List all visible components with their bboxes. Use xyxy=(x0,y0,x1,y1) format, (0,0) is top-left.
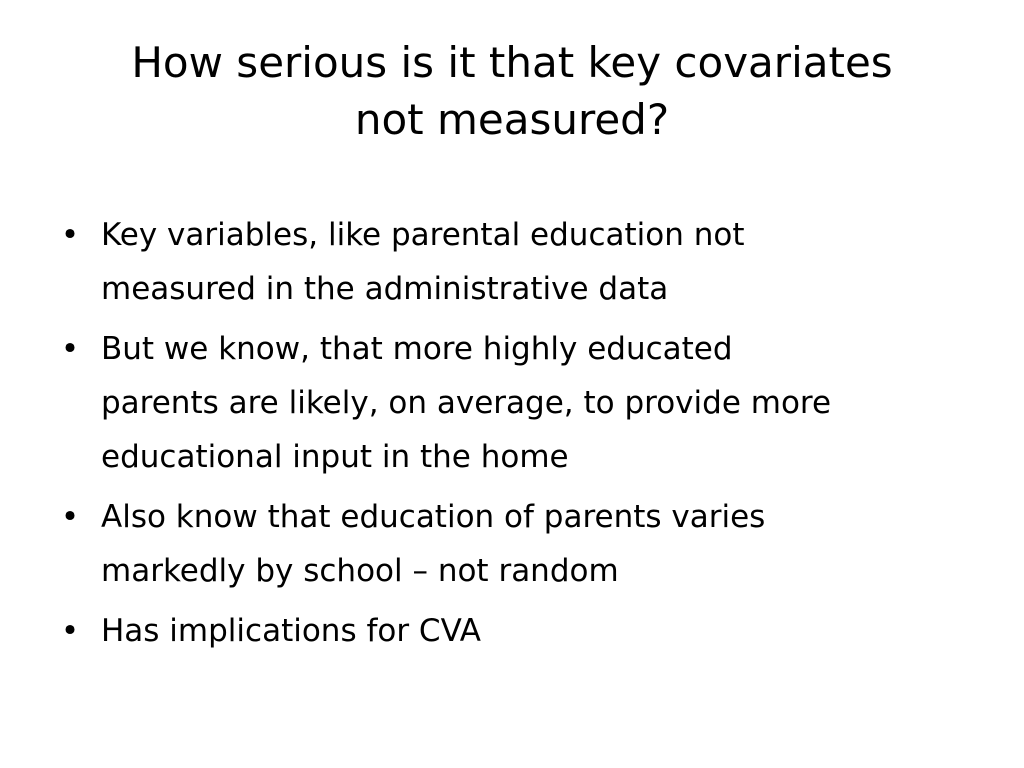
slide-title: How serious is it that key covariates not measured? xyxy=(131,38,893,144)
bullet-icon: • xyxy=(60,499,80,535)
bullet-item xyxy=(60,322,980,484)
bullet-text: Also know that education of parents varies markedly by school – not random xyxy=(101,499,766,589)
bullet-text: Has implications for CVA xyxy=(101,613,482,649)
bullet-item xyxy=(60,490,980,598)
bullet-text: Key variables, like parental education not measured in the administrative data xyxy=(101,217,745,307)
bullet-icon: • xyxy=(60,217,80,253)
bullet-text: But we know, that more highly educated parents are likely, on average, to provide more educational input in the home xyxy=(101,331,832,475)
bullet-icon: • xyxy=(60,331,80,367)
bullet-list xyxy=(60,208,980,664)
bullet-item xyxy=(60,208,980,316)
bullet-icon: • xyxy=(60,613,80,649)
bullet-item xyxy=(60,604,980,658)
